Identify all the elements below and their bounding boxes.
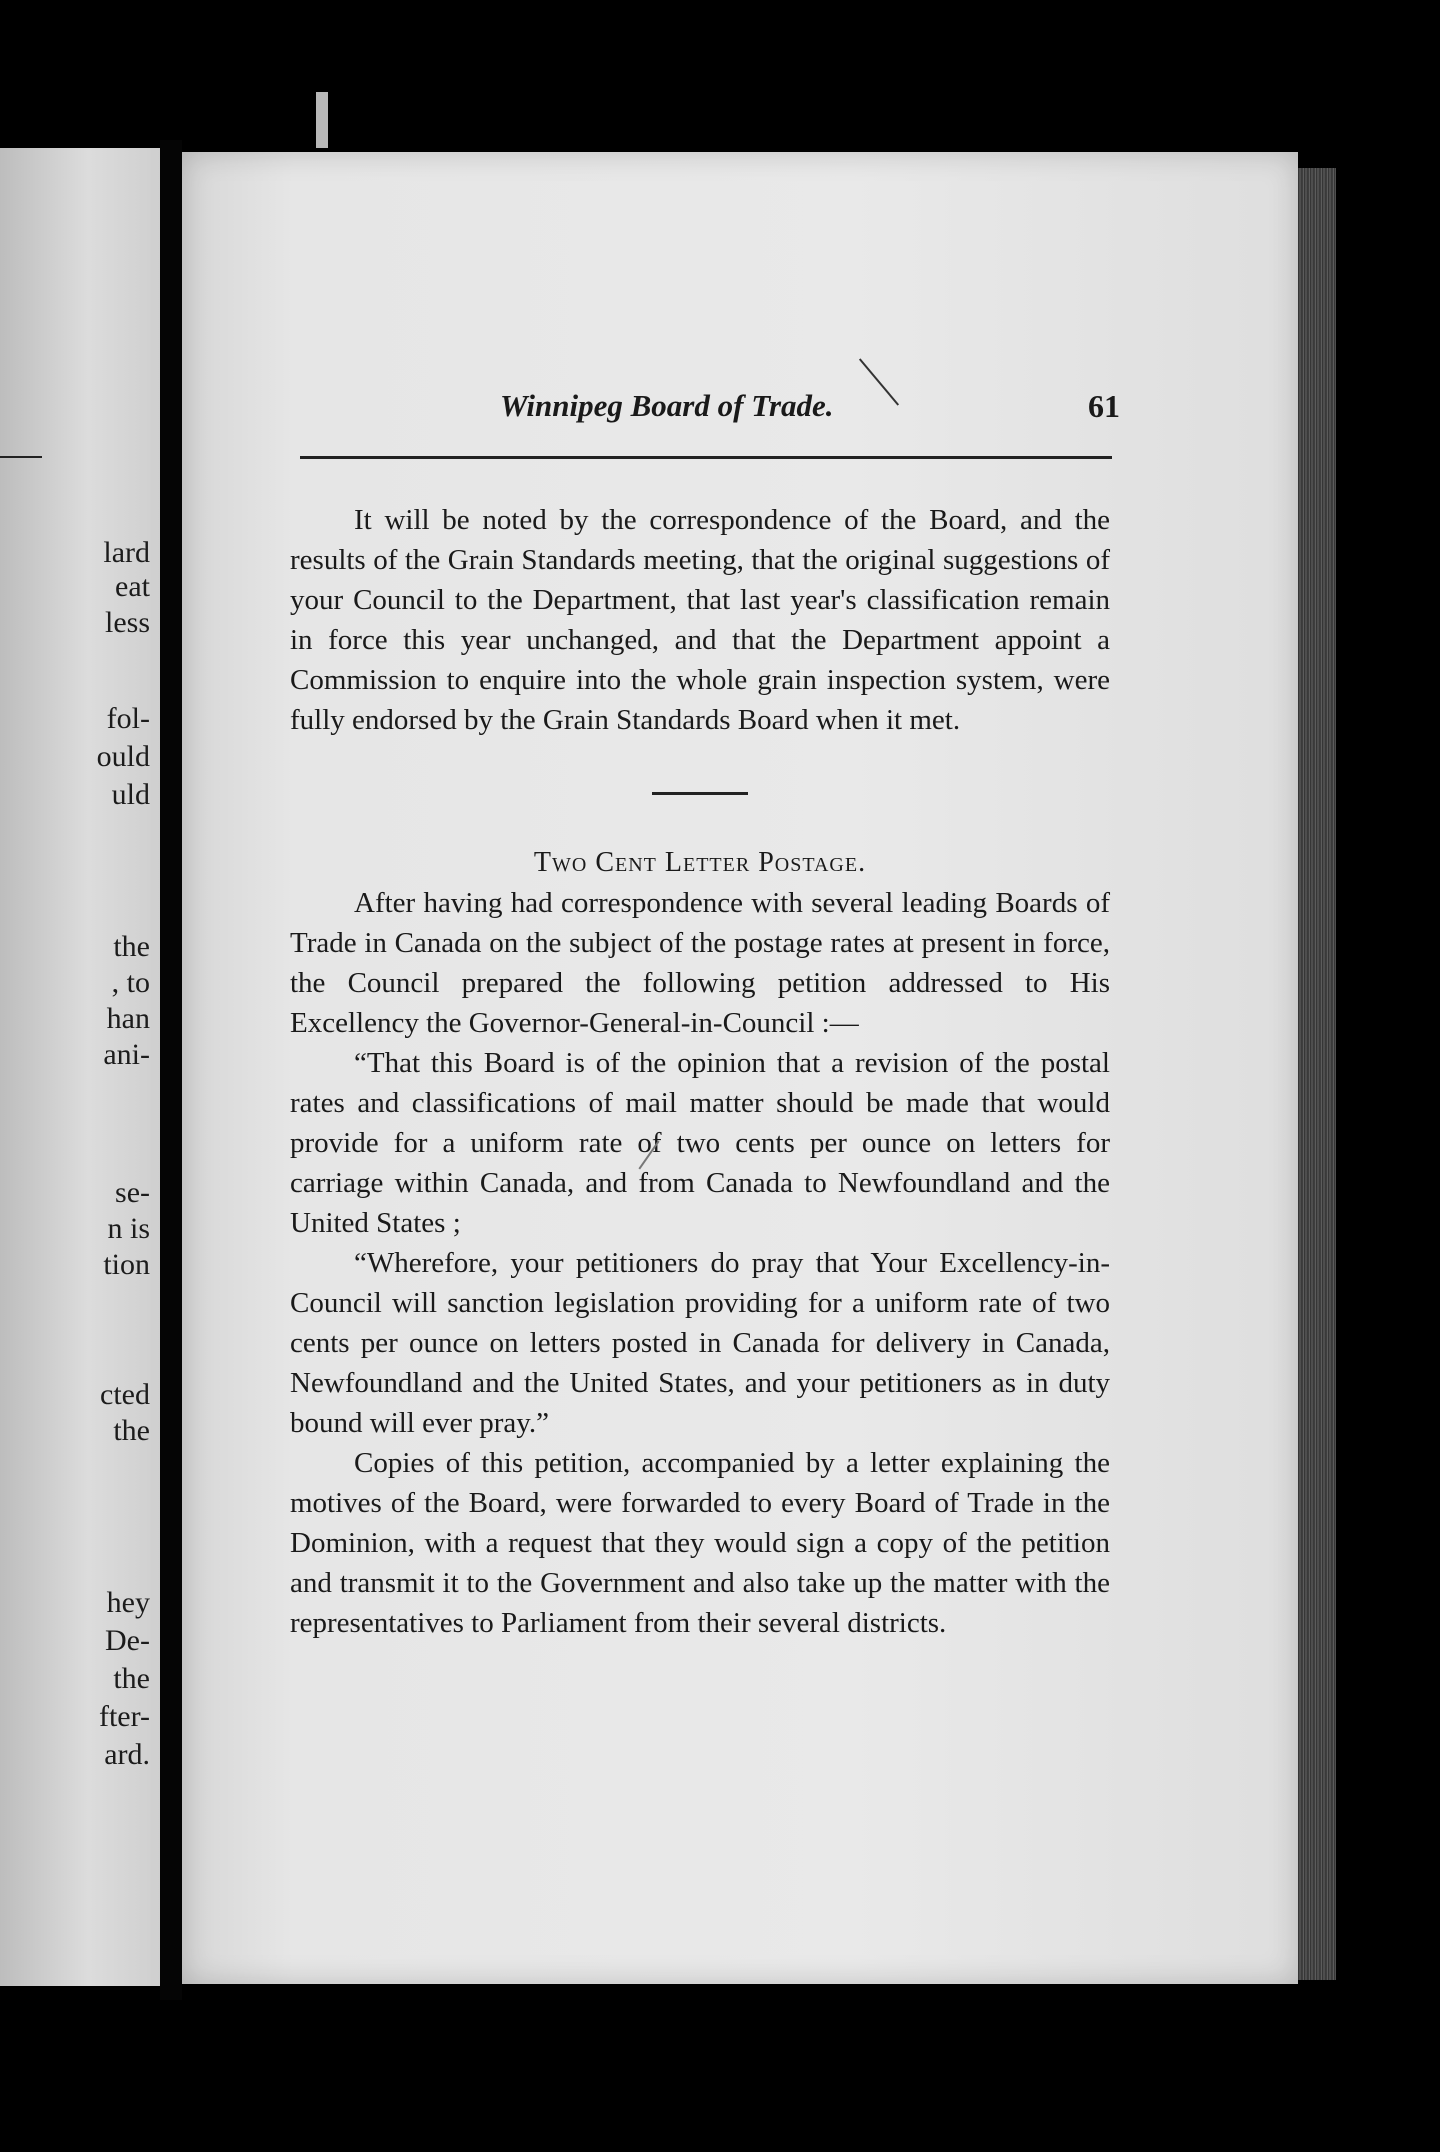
left-fragment: hey (106, 1586, 150, 1619)
left-fragment: the (113, 1414, 150, 1447)
left-fragment: ani- (103, 1038, 150, 1071)
left-fragment: se- (115, 1176, 150, 1209)
left-fragment: tion (103, 1248, 150, 1281)
left-fragment: eat (115, 570, 150, 603)
left-fragment: n is (107, 1212, 150, 1245)
section-divider (652, 792, 748, 795)
page-number: 61 (1088, 388, 1120, 424)
left-fragment: less (105, 606, 150, 639)
paragraph: It will be noted by the correspondence of the Board, and the results of the Grain Standards meeting, that the original suggestions of your Council to the Department, that last year's classification remain in force this year unchanged, and that the Department appoint a Commission to enquire into the whole grain inspection system, were fully endorsed by the Grain Standards Board when it met. (290, 504, 1110, 736)
page-header (300, 388, 1120, 438)
left-fragment: lard (103, 536, 150, 569)
left-fragment: uld (111, 778, 150, 811)
paragraph: Copies of this petition, accompanied by a letter explaining the motives of the Board, were forwarded to every Board of Trade in the Dominion, with a request that they would sign a copy of the petition and transmit it to the Government and also take up the matter with the representatives to Parliament from their several districts. (290, 1447, 1110, 1639)
header-rule (300, 456, 1112, 459)
page-tab-mark (316, 92, 328, 148)
page-stack-edge (1298, 168, 1336, 1980)
quote-paragraph: “That this Board is of the opinion that a revision of the postal rates and classifications of mail matter should be made that would provide for a uniform rate of two cents per ounce on letters for carriage within Canada, and from Canada to Newfoundland and the United States ; (290, 1047, 1110, 1239)
left-fragment: the (113, 930, 150, 963)
left-fragment: , to (111, 966, 150, 999)
left-page-edge (0, 148, 160, 1986)
quote-paragraph: “Wherefore, your petitioners do pray that Your Excellency-in-Council will sanction legislation providing for a uniform rate of two cents per ounce on letters posted in Canada for delivery in Canada, Newfoundland and the United States, and your petitioners as in duty bound will ever pray.” (290, 1247, 1110, 1439)
left-fragment: ard. (104, 1738, 150, 1771)
left-fragment: De- (105, 1624, 150, 1657)
left-fragment: fter- (98, 1700, 150, 1733)
left-fragment: fol- (106, 702, 150, 735)
left-fragment: the (113, 1662, 150, 1695)
section-title: Two Cent Letter Postage. (533, 847, 867, 878)
left-fragment: cted (100, 1378, 150, 1411)
book-gutter (160, 140, 182, 2000)
left-page-rule (0, 456, 42, 458)
running-title: Winnipeg Board of Trade. (500, 388, 834, 423)
page-body (290, 500, 1110, 1643)
left-fragment: ould (96, 740, 150, 773)
paragraph: After having had correspondence with several leading Boards of Trade in Canada on the subject of the postage rates at present in force, the Council prepared the following petition addressed to His Excellency the Governor-General-in-Council :— (290, 887, 1110, 1039)
left-fragment: han (106, 1002, 150, 1035)
